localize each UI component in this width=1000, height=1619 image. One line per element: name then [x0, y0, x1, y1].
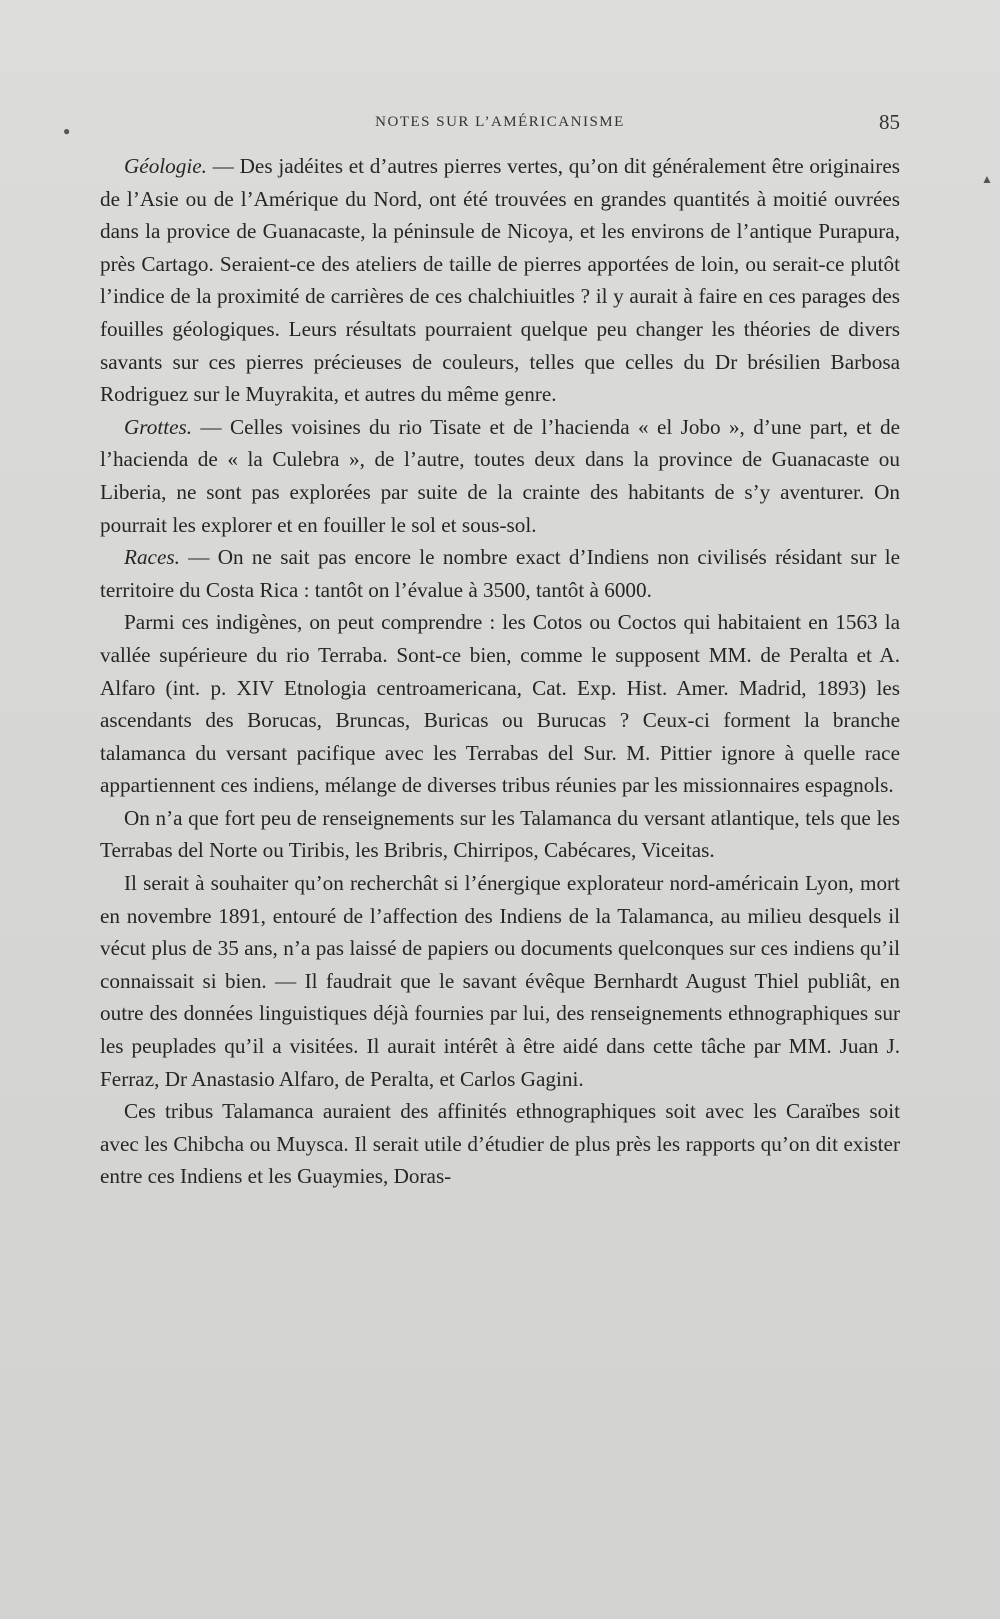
page-header [100, 110, 900, 140]
paragraph-indigenes: Parmi ces indigènes, on peut comprendre : les Cotos ou Coctos qui habitaient en 1563 la vallée supérieure du rio Terraba. Sont-ce bien, comme le supposent MM. de Peralta et A. Alfaro (int. p. XIV Etnologia centroamericana, Cat. Exp. Hist. Amer. Madrid, 1893) les ascendants des Borucas, Bruncas, Buricas ou Burucas ? Ceux-ci forment la branche talamanca du versant pacifique avec les Terrabas del Sur. M. Pittier ignore à quelle race appartiennent ces indiens, mélange de diverses tribus réunies par les missionnaires espagnols. [100, 610, 900, 798]
page-number: 85 [879, 110, 900, 134]
margin-mark-left: ● [63, 124, 71, 138]
paragraph-talamanca-atlantique: On n’a que fort peu de renseignements sur les Talamanca du versant atlantique, tels que les Terrabas del Norte ou Tiribis, les Bribris, Chirripos, Cabécares, Viceitas. [100, 805, 900, 863]
margin-mark-right: ▲ [981, 172, 993, 186]
paragraph-affinites: Ces tribus Talamanca auraient des affinités ethnographiques soit avec les Caraïbes soit avec les Chibcha ou Muysca. Il serait utile d’étudier de plus près les rapports qu’on dit exister entre ces Indiens et les Guaymies, Doras- [100, 1099, 900, 1189]
paragraph-text: — Des jadéites et d’autres pierres vertes, qu’on dit généralement être originaires de l’Asie ou de l’Amérique du Nord, ont été trouvées en grandes quantités à moitié ouvrées dans la provice de Guanacaste, la péninsule de Nicoya, et les environs de l’antique Purapura, près Cartago. Seraient-ce des ateliers de taille de pierres apportées de loin, ou serait-ce plutôt l’indice de la proximité de carrières de ces chalchiuitles ? il y aurait à faire en ces parages des fouilles géologiques. Leurs résultats pourraient quelque peu changer les théories de divers savants sur ces pierres précieuses de couleurs, telles que celles du Dr brésilien Barbosa Rodriguez sur le Muyrakita, et autres du même genre. [100, 154, 900, 407]
section-lead-geologie: Géologie. [124, 154, 207, 178]
paragraph-lyon: Il serait à souhaiter qu’on recherchât si l’énergique explorateur nord-américain Lyon, mort en novembre 1891, entouré de l’affection des Indiens de la Talamanca, au milieu desquels il vécut plus de 35 ans, n’a pas laissé de papiers ou documents quelconques sur ces indiens qu’il connaissait si bien. — Il faudrait que le savant évêque Bernhardt August Thiel publiât, en outre des données linguistiques déjà fournies par lui, des renseignements ethnographiques sur les peuplades qu’il a visitées. Il aurait intérêt à être aidé dans cette tâche par MM. Juan J. Ferraz, Dr Anastasio Alfaro, de Peralta, et Carlos Gagini. [100, 871, 900, 1091]
paragraph-geologie [100, 150, 900, 411]
running-head: NOTES SUR L’AMÉRICANISME [375, 114, 625, 130]
paragraph-grottes [100, 411, 900, 541]
section-lead-grottes: Grottes. [124, 414, 193, 439]
paragraph-races [100, 541, 900, 606]
paragraph-text: — On ne sait pas encore le nombre exact d’Indiens non civilisés résidant sur le territoire du Costa Rica : tantôt on l’évalue à 3500, tantôt à 6000. [100, 545, 900, 602]
paragraph-text: — Celles voisines du rio Tisate et de l’hacienda « el Jobo », d’une part, et de l’hacienda de « la Culebra », de l’autre, toutes deux dans la province de Guanacaste ou Liberia, ne sont pas explorées par suite de la crainte des habitants de s’y aventurer. On pourrait les explorer et en fouiller le sol et sous-sol. [100, 414, 900, 537]
section-lead-races: Races. [124, 545, 180, 570]
page-body [100, 150, 900, 1193]
